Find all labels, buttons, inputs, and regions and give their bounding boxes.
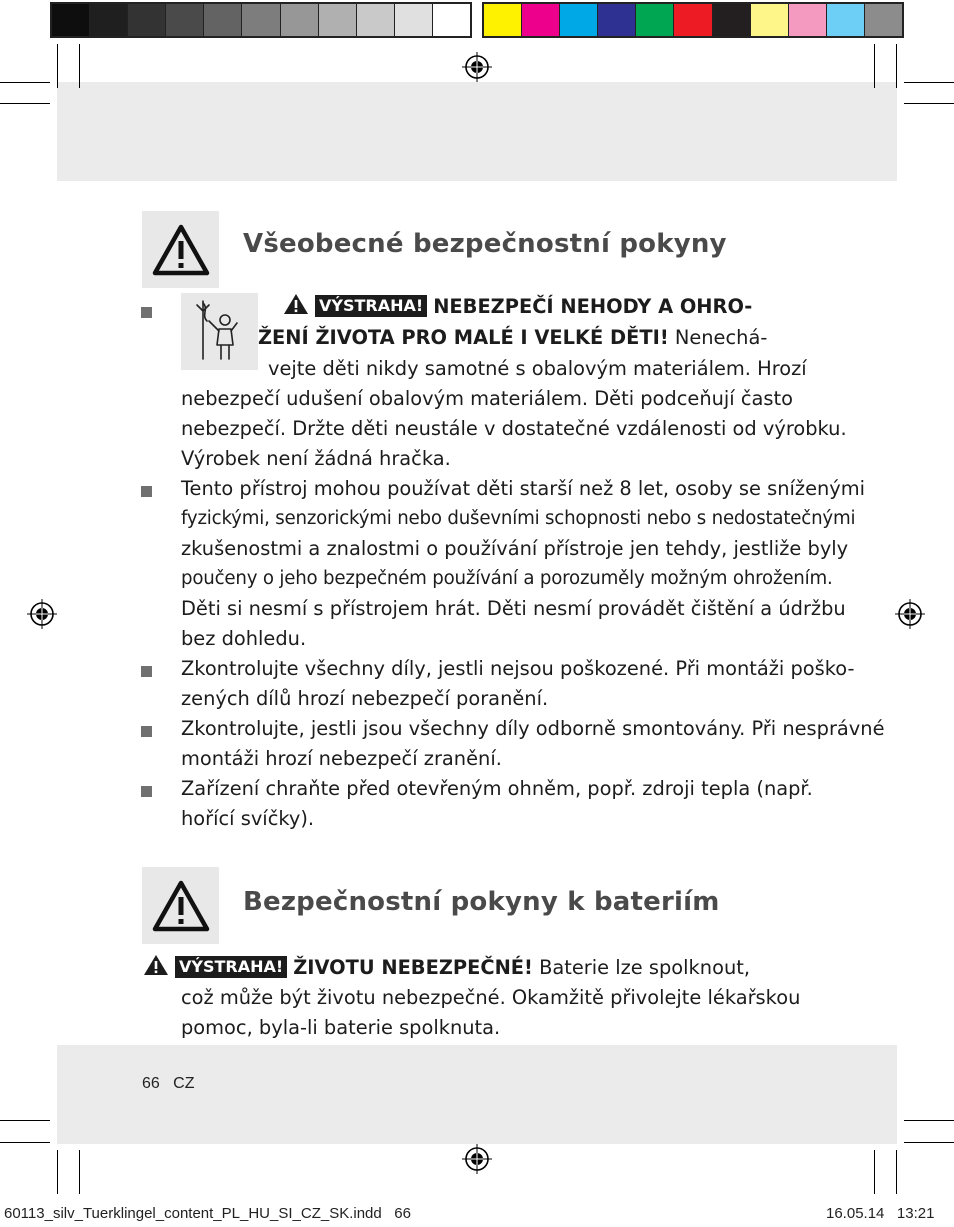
color-swatch [432,4,470,36]
color-swatch [597,4,635,36]
hazard-title-cont: ŽENÍ ŽIVOTA PRO MALÉ I VELKÉ DĚTI! [258,326,669,349]
crop-mark [874,44,875,88]
crop-mark [904,82,954,83]
crop-mark [904,1142,954,1143]
color-swatch [394,4,432,36]
body-line: zených dílů hrozí nebezpečí poranění. [181,687,549,710]
color-swatch [165,4,203,36]
body-line: bez dohledu. [181,627,307,650]
body-line: nebezpečí udušení obalovým materiálem. Děti podceňují často [181,387,793,410]
bullet [141,786,152,797]
print-slug-date [826,1205,934,1222]
bullet [141,486,152,497]
child-with-cord-icon [181,293,258,370]
grayscale-calibration-bar [50,2,472,38]
crop-mark [0,103,50,104]
body-line: což může být životu nebezpečné. Okamžitě přivolejte lékařskou [181,986,801,1009]
body-line: nebezpečí. Držte děti neustále v dostatečné vzdálenosti od výrobku. [181,417,847,440]
color-swatch [241,4,279,36]
color-swatch [864,4,902,36]
body-text: Baterie lze spolknout, [532,956,750,979]
section-warning-box [142,867,219,944]
page-number-value: 66 [142,1075,160,1092]
body-line: Tento přístroj mohou používat děti starší než 8 let, osoby se sníženými [181,477,866,500]
color-swatch [521,4,559,36]
warning-triangle-icon [151,879,211,933]
bullet [141,307,152,318]
crop-mark [79,1150,80,1194]
registration-mark-icon [462,1144,492,1174]
color-swatch [788,4,826,36]
body-line: poučeny o jeho bezpečném používání a porozuměly možným ohrožením. [181,568,833,589]
print-slug-file [4,1205,411,1222]
body-line: Zařízení chraňte před otevřeným ohněm, popř. zdroji tepla (např. [181,777,813,800]
section-warning-box [142,211,219,288]
color-swatch [826,4,864,36]
bullet [141,726,152,737]
crop-mark [57,1150,58,1194]
body-line: Zkontrolujte, jestli jsou všechny díly odborně smontovány. Při nesprávné [181,717,885,740]
crop-mark [904,103,954,104]
crop-mark [896,1150,897,1194]
body-line: Výrobek není žádná hračka. [181,447,451,470]
crop-mark [0,82,50,83]
body-line: pomoc, byla-li baterie spolknuta. [181,1016,501,1039]
color-swatch [127,4,165,36]
print-time: 13:21 [896,1205,935,1222]
crop-mark [896,44,897,88]
footer-band [57,1045,897,1144]
color-swatch [484,4,521,36]
color-swatch [635,4,673,36]
warning-triangle-icon [283,293,309,315]
file-page: 66 [394,1205,411,1222]
warning-triangle-icon [143,954,169,976]
page-number [142,1075,194,1093]
body-line: hořící svíčky). [181,807,315,830]
color-swatch [712,4,750,36]
registration-mark-icon [27,599,57,629]
hazard-title: ŽIVOTU NEBEZPEČNÉ! [293,956,533,979]
body-line: fyzickými, senzorickými nebo duševními schopnosti nebo s nedostatečnými [181,508,856,529]
crop-mark [904,1120,954,1121]
color-calibration-bar [482,2,904,38]
language-code: CZ [173,1075,195,1092]
crop-mark [0,1142,50,1143]
color-swatch [52,4,89,36]
registration-mark-icon [895,599,925,629]
section-heading-general-safety: Všeobecné bezpečnostní pokyny [243,229,727,259]
color-swatch [559,4,597,36]
crop-mark [79,44,80,88]
color-swatch [280,4,318,36]
warning-badge: VÝSTRAHA! [175,956,287,978]
color-swatch [203,4,241,36]
file-name: 60113_silv_Tuerklingel_content_PL_HU_SI_CZ_SK.indd [4,1205,382,1222]
body-line: montáži hrozí nebezpečí zranění. [181,747,502,770]
warning-badge: VÝSTRAHA! [315,295,427,317]
body-text: Nenechá- [668,326,768,349]
body-line: Zkontrolujte všechny díly, jestli nejsou poškozené. Při montáži poško- [181,657,855,680]
crop-mark [874,1150,875,1194]
crop-mark [0,1120,50,1121]
bullet [141,666,152,677]
hazard-title: NEBEZPEČÍ NEHODY A OHRO- [433,295,753,318]
color-swatch [89,4,127,36]
warning-line [143,953,750,983]
body-line: vejte děti nikdy samotné s obalovým materiálem. Hrozí [268,357,807,380]
color-swatch [750,4,788,36]
header-band [57,82,897,181]
body-line: zkušenostmi a znalostmi o používání přístroje jen tehdy, jestliže byly [181,537,849,560]
color-swatch [318,4,356,36]
print-date: 16.05.14 [826,1205,885,1222]
registration-mark-icon [462,52,492,82]
warning-line [283,292,752,322]
color-swatch [356,4,394,36]
body-line [258,323,767,353]
body-line: Děti si nesmí s přístrojem hrát. Děti nesmí provádět čištění a údržbu [181,597,846,620]
warning-triangle-icon [151,223,211,277]
crop-mark [57,44,58,88]
child-hazard-box [181,293,258,370]
color-swatch [673,4,711,36]
section-heading-battery-safety: Bezpečnostní pokyny k bateriím [243,887,720,917]
